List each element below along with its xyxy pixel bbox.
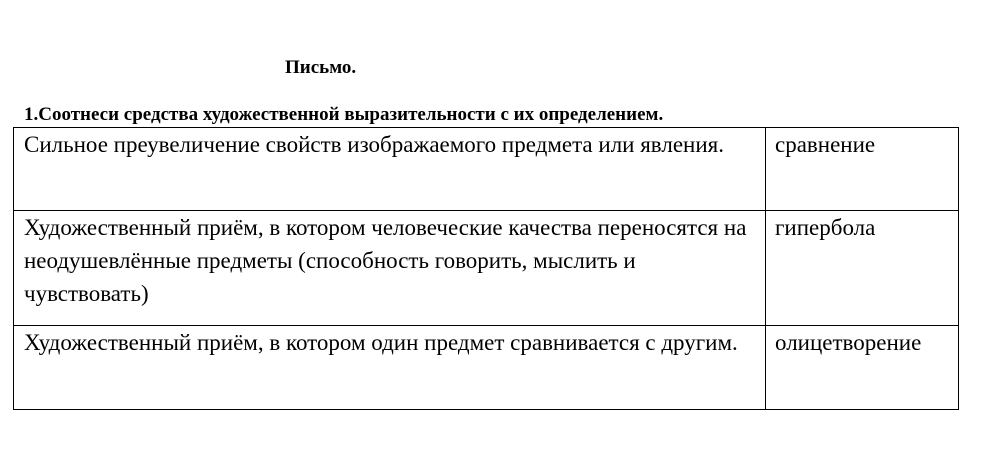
term-cell: гипербола [766,211,959,326]
table-row [14,326,959,410]
definition-cell: Художественный приём, в котором человеческие качества переносятся на неодушевлённые предметы (способность говорить, мыслить и чувствовать) [14,211,766,326]
definition-cell: Художественный приём, в котором один предмет сравнивается с другим. [14,326,766,410]
term-cell: сравнение [766,128,959,211]
document-title: Письмо. [285,57,357,78]
matching-table [13,127,959,410]
table-row [14,211,959,326]
table-row [14,128,959,211]
task-heading: 1.Соотнеси средства художественной выразительности с их определением. [24,104,664,125]
term-cell: олицетворение [766,326,959,410]
definition-cell: Сильное преувеличение свойств изображаемого предмета или явления. [14,128,766,211]
